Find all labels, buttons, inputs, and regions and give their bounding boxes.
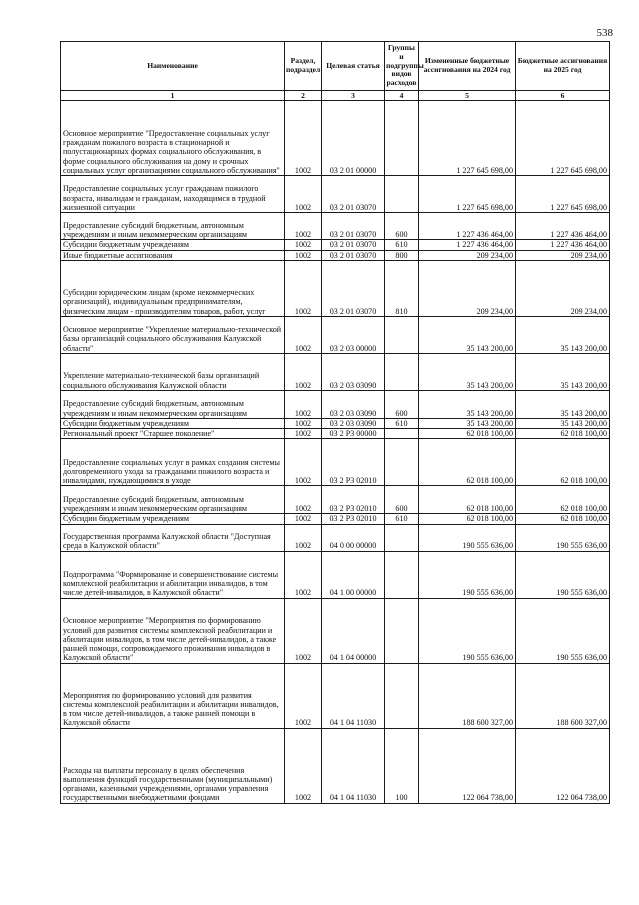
row-value-2024: 1 227 645 698,00 (419, 176, 516, 213)
row-value-2024: 62 018 100,00 (419, 514, 516, 524)
row-group: 100 (385, 728, 419, 803)
row-name: Государственная программа Калужской области "Доступная среда в Калужской области" (61, 524, 285, 551)
row-name: Предоставление субсидий бюджетным, автономным учреждениям и иным некоммерческим организациям (61, 486, 285, 514)
row-value-2025: 62 018 100,00 (516, 439, 610, 486)
row-target: 04 1 04 11030 (322, 728, 385, 803)
row-value-2024: 209 234,00 (419, 250, 516, 260)
header-section: Раздел, подраздел (285, 42, 322, 91)
row-section: 1002 (285, 524, 322, 551)
row-value-2025: 35 143 200,00 (516, 418, 610, 428)
row-group (385, 353, 419, 390)
table-row (61, 213, 610, 240)
row-target: 03 2 01 03070 (322, 176, 385, 213)
table-row (61, 598, 610, 663)
row-value-2025: 190 555 636,00 (516, 551, 610, 598)
row-value-2024: 1 227 645 698,00 (419, 101, 516, 176)
row-value-2025: 190 555 636,00 (516, 598, 610, 663)
row-value-2025: 209 234,00 (516, 260, 610, 316)
row-value-2025: 35 143 200,00 (516, 316, 610, 353)
table-row (61, 418, 610, 428)
row-value-2024: 35 143 200,00 (419, 353, 516, 390)
row-group (385, 439, 419, 486)
row-value-2024: 1 227 436 464,00 (419, 240, 516, 250)
header-changed-2024: Измененные бюджетные ассигнования на 2024 год (419, 42, 516, 91)
row-target: 03 2 01 03070 (322, 260, 385, 316)
row-group (385, 101, 419, 176)
row-name: Субсидии бюджетным учреждениям (61, 514, 285, 524)
table-row (61, 101, 610, 176)
row-value-2025: 62 018 100,00 (516, 429, 610, 439)
table-row (61, 551, 610, 598)
table-row (61, 353, 610, 390)
row-value-2025: 1 227 645 698,00 (516, 176, 610, 213)
row-target: 04 0 00 00000 (322, 524, 385, 551)
page-number: 538 (596, 27, 613, 39)
row-value-2025: 190 555 636,00 (516, 524, 610, 551)
row-name: Субсидии юридическим лицам (кроме некоммерческих организаций), индивидуальным предпринимателям, физическим лицам - производителям товаров, работ, услуг (61, 260, 285, 316)
row-value-2025: 209 234,00 (516, 250, 610, 260)
row-group (385, 429, 419, 439)
row-value-2024: 190 555 636,00 (419, 598, 516, 663)
row-section: 1002 (285, 316, 322, 353)
table-row (61, 316, 610, 353)
row-group: 610 (385, 418, 419, 428)
row-target: 04 1 04 00000 (322, 598, 385, 663)
row-value-2025: 1 227 436 464,00 (516, 213, 610, 240)
row-group: 800 (385, 250, 419, 260)
table-row (61, 429, 610, 439)
row-target: 03 2 03 03090 (322, 353, 385, 390)
row-name: Основное мероприятие "Предоставление социальных услуг гражданам пожилого возраста в стационарной и полустационарных формах социального обслуживания, в форме социального обслуживания на дому и срочных социальных услуг организациями социального обслуживания" (61, 101, 285, 176)
row-name: Региональный проект "Старшее поколение" (61, 429, 285, 439)
table-row (61, 250, 610, 260)
row-value-2024: 188 600 327,00 (419, 663, 516, 728)
row-name: Расходы на выплаты персоналу в целях обеспечения выполнения функций государственными (муниципальными) органами, казенными учреждениями, органами управления государственными внебюджетными фондами (61, 728, 285, 803)
row-value-2025: 35 143 200,00 (516, 390, 610, 418)
row-group (385, 524, 419, 551)
table-row (61, 486, 610, 514)
row-target: 03 2 P3 00000 (322, 429, 385, 439)
column-number: 2 (285, 91, 322, 101)
header-target: Целевая статья (322, 42, 385, 91)
column-number: 3 (322, 91, 385, 101)
row-section: 1002 (285, 663, 322, 728)
budget-table (60, 41, 610, 804)
row-section: 1002 (285, 728, 322, 803)
column-number: 1 (61, 91, 285, 101)
row-group: 600 (385, 213, 419, 240)
row-value-2024: 122 064 738,00 (419, 728, 516, 803)
row-value-2024: 62 018 100,00 (419, 439, 516, 486)
row-target: 04 1 00 00000 (322, 551, 385, 598)
row-section: 1002 (285, 486, 322, 514)
table-row (61, 260, 610, 316)
row-group (385, 316, 419, 353)
row-name: Предоставление социальных услуг гражданам пожилого возраста, инвалидам и гражданам, находящимся в трудной жизненной ситуации (61, 176, 285, 213)
header-budget-2025: Бюджетные ассигнования на 2025 год (516, 42, 610, 91)
column-number: 6 (516, 91, 610, 101)
row-value-2025: 188 600 327,00 (516, 663, 610, 728)
row-target: 03 2 01 03070 (322, 213, 385, 240)
table-row (61, 514, 610, 524)
row-value-2024: 35 143 200,00 (419, 390, 516, 418)
row-target: 03 2 01 03070 (322, 250, 385, 260)
row-target: 03 2 01 00000 (322, 101, 385, 176)
row-target: 04 1 04 11030 (322, 663, 385, 728)
row-section: 1002 (285, 213, 322, 240)
row-section: 1002 (285, 353, 322, 390)
row-name: Субсидии бюджетным учреждениям (61, 240, 285, 250)
table-row (61, 390, 610, 418)
header-name: Наименование (61, 42, 285, 91)
row-section: 1002 (285, 176, 322, 213)
row-group: 610 (385, 514, 419, 524)
row-value-2025: 1 227 436 464,00 (516, 240, 610, 250)
row-target: 03 2 01 03070 (322, 240, 385, 250)
row-section: 1002 (285, 101, 322, 176)
column-number-row (61, 91, 610, 101)
row-group: 600 (385, 486, 419, 514)
row-group (385, 598, 419, 663)
row-name: Укрепление материально-технической базы организаций социального обслуживания Калужской области (61, 353, 285, 390)
row-value-2025: 122 064 738,00 (516, 728, 610, 803)
row-name: Предоставление социальных услуг в рамках создания системы долговременного ухода за гражданами пожилого возраста и инвалидами, нуждающимися в уходе (61, 439, 285, 486)
row-value-2024: 35 143 200,00 (419, 418, 516, 428)
row-name: Иные бюджетные ассигнования (61, 250, 285, 260)
row-section: 1002 (285, 240, 322, 250)
row-name: Основное мероприятие "Мероприятия по формированию условий для развития системы комплексной реабилитации и абилитации инвалидов, в том числе детей-инвалидов, а также ранней помощи, сопровождаемого проживания инвалидов в Калужской области" (61, 598, 285, 663)
row-value-2025: 62 018 100,00 (516, 486, 610, 514)
row-section: 1002 (285, 429, 322, 439)
row-name: Мероприятия по формированию условий для развития системы комплексной реабилитации и абилитации инвалидов, в том числе детей-инвалидов, а также ранней помощи в Калужской области (61, 663, 285, 728)
row-name: Основное мероприятие "Укрепление материально-технической базы организаций социального обслуживания Калужской области" (61, 316, 285, 353)
row-target: 03 2 P3 02010 (322, 514, 385, 524)
row-name: Субсидии бюджетным учреждениям (61, 418, 285, 428)
row-target: 03 2 P3 02010 (322, 486, 385, 514)
row-value-2024: 209 234,00 (419, 260, 516, 316)
row-name: Подпрограмма "Формирование и совершенствование системы комплексной реабилитации и абилитации инвалидов, в том числе детей-инвалидов, в Калужской области" (61, 551, 285, 598)
row-group (385, 663, 419, 728)
row-value-2024: 35 143 200,00 (419, 316, 516, 353)
table-row (61, 240, 610, 250)
row-value-2024: 1 227 436 464,00 (419, 213, 516, 240)
row-value-2025: 35 143 200,00 (516, 353, 610, 390)
row-value-2025: 1 227 645 698,00 (516, 101, 610, 176)
row-group (385, 551, 419, 598)
row-section: 1002 (285, 260, 322, 316)
row-target: 03 2 03 03090 (322, 390, 385, 418)
row-name: Предоставление субсидий бюджетным, автономным учреждениям и иным некоммерческим организациям (61, 390, 285, 418)
row-value-2024: 62 018 100,00 (419, 429, 516, 439)
row-value-2024: 190 555 636,00 (419, 524, 516, 551)
row-value-2025: 62 018 100,00 (516, 514, 610, 524)
row-section: 1002 (285, 250, 322, 260)
table-row (61, 439, 610, 486)
row-target: 03 2 P3 02010 (322, 439, 385, 486)
row-group: 610 (385, 240, 419, 250)
row-group: 600 (385, 390, 419, 418)
row-section: 1002 (285, 418, 322, 428)
row-section: 1002 (285, 598, 322, 663)
table-row (61, 176, 610, 213)
row-name: Предоставление субсидий бюджетным, автономным учреждениям и иным некоммерческим организациям (61, 213, 285, 240)
row-section: 1002 (285, 390, 322, 418)
column-number: 5 (419, 91, 516, 101)
row-value-2024: 190 555 636,00 (419, 551, 516, 598)
row-section: 1002 (285, 439, 322, 486)
row-target: 03 2 03 00000 (322, 316, 385, 353)
table-body (61, 101, 610, 803)
column-number: 4 (385, 91, 419, 101)
table-header-row (61, 42, 610, 91)
table-row (61, 663, 610, 728)
table-row (61, 524, 610, 551)
table-row (61, 728, 610, 803)
row-group: 810 (385, 260, 419, 316)
row-target: 03 2 03 03090 (322, 418, 385, 428)
row-value-2024: 62 018 100,00 (419, 486, 516, 514)
header-groups: Группы и подгруппы видов расходов (385, 42, 419, 91)
row-section: 1002 (285, 514, 322, 524)
row-section: 1002 (285, 551, 322, 598)
row-group (385, 176, 419, 213)
